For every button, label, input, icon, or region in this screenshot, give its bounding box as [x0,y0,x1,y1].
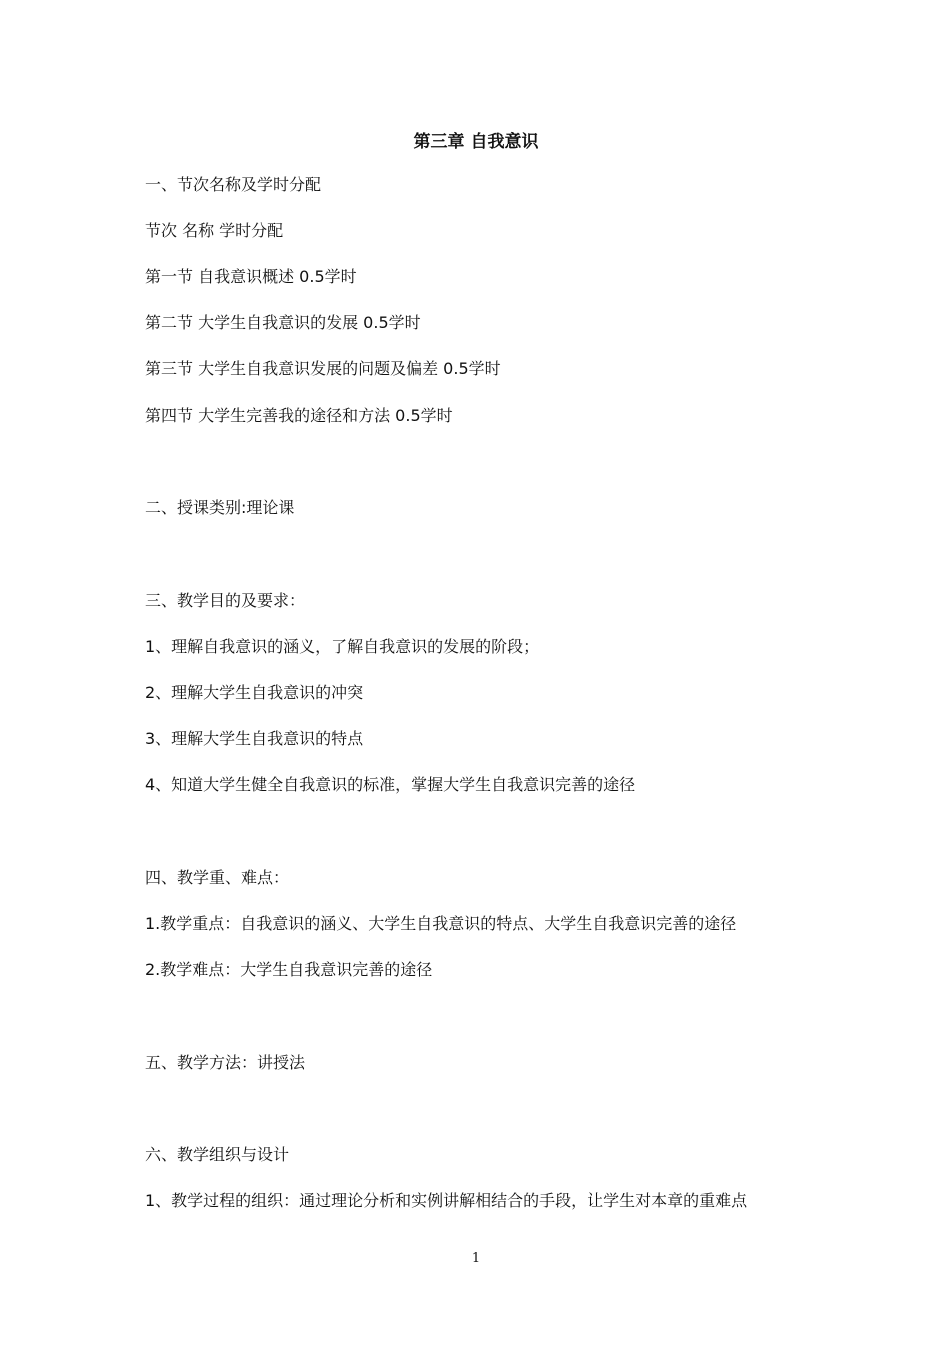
chapter-title: 第三章 自我意识 [413,132,539,152]
objective-item: 3、理解大学生自我意识的特点 [145,729,364,748]
schedule-row: 第四节 大学生完善我的途径和方法 0.5学时 [145,406,453,425]
objective-item: 4、知道大学生健全自我意识的标准，掌握大学生自我意识完善的途径 [145,775,636,794]
design-item: 1、教学过程的组织：通过理论分析和实例讲解相结合的手段，让学生对本章的重难点 [145,1191,748,1210]
page-number: 1 [471,1251,481,1266]
section4-heading: 四、教学重、难点： [145,868,290,887]
objective-item: 1、理解自我意识的涵义，了解自我意识的发展的阶段； [145,637,540,656]
objective-item: 2、理解大学生自我意识的冲突 [145,683,364,702]
schedule-row: 第三节 大学生自我意识发展的问题及偏差 0.5学时 [145,359,501,378]
section6-heading: 六、教学组织与设计 [145,1145,290,1164]
schedule-row: 第一节 自我意识概述 0.5学时 [145,267,357,286]
section2-heading: 二、授课类别:理论课 [145,498,295,517]
key-point-item: 1.教学重点：自我意识的涵义、大学生自我意识的特点、大学生自我意识完善的途径 [145,914,737,933]
schedule-row: 第二节 大学生自我意识的发展 0.5学时 [145,313,421,332]
key-point-item: 2.教学难点：大学生自我意识完善的途径 [145,960,433,979]
section1-heading: 一、节次名称及学时分配 [145,175,322,194]
section5-heading: 五、教学方法：讲授法 [145,1053,306,1072]
schedule-table-header: 节次 名称 学时分配 [145,221,284,240]
section3-heading: 三、教学目的及要求： [145,591,306,610]
